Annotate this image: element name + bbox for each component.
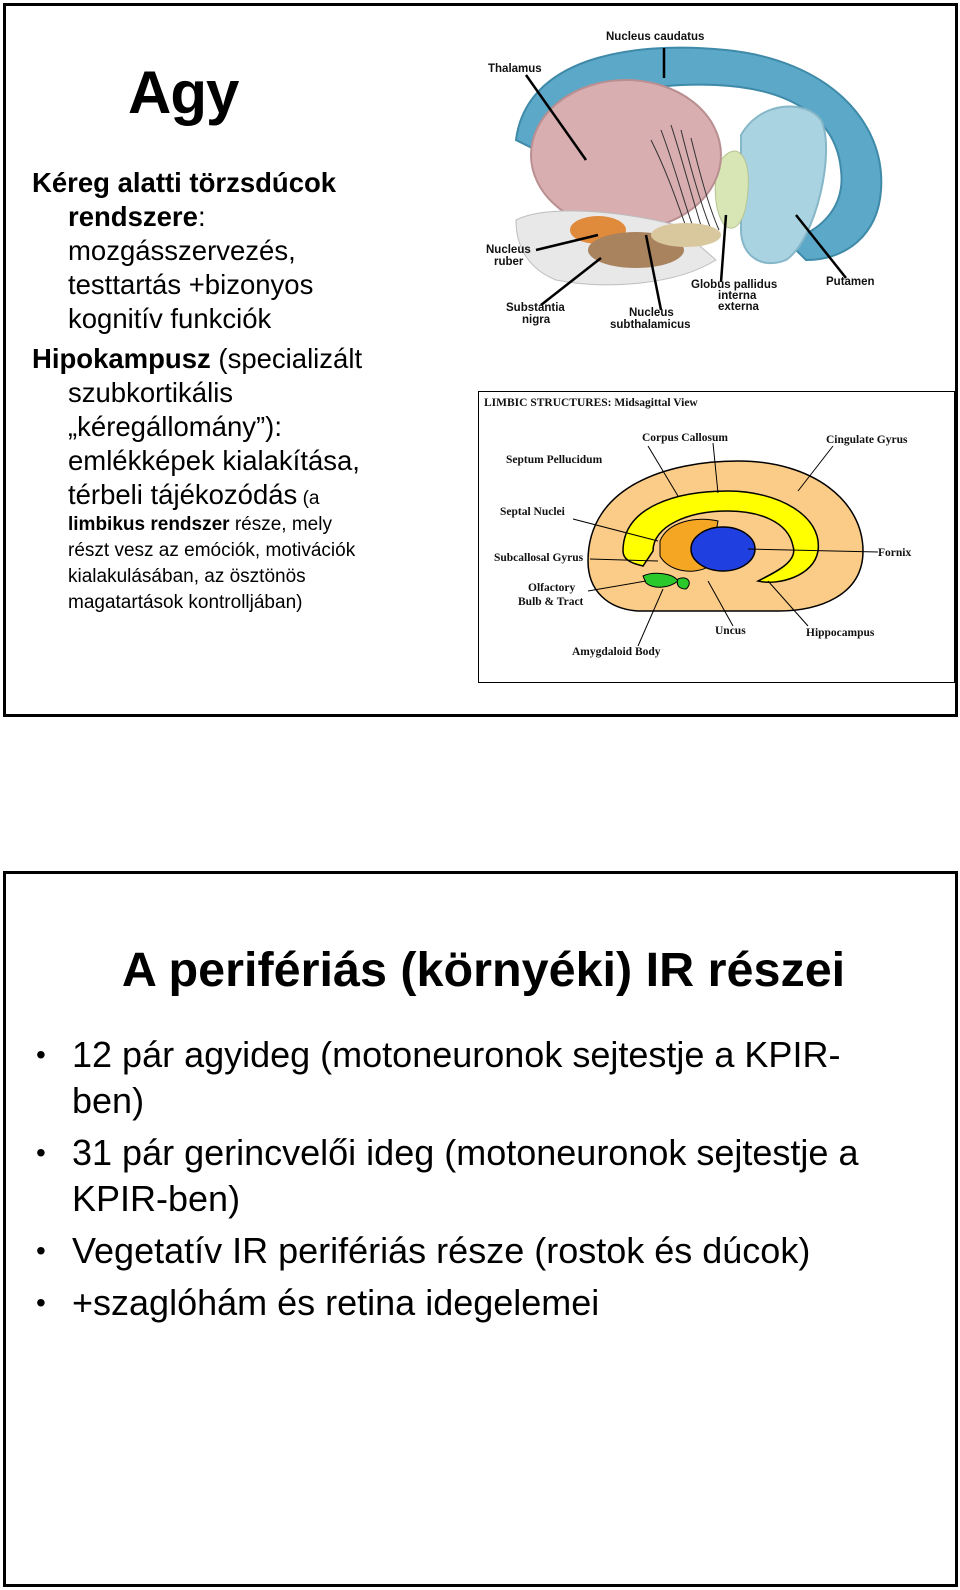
label-uncus: Uncus: [715, 625, 746, 637]
text-line: részt vesz az emóciók, motivációk: [68, 540, 356, 561]
list-item: [36, 1280, 936, 1326]
slide-agy: [3, 3, 958, 717]
label-putamen: Putamen: [826, 276, 875, 288]
text-span: (specializált: [210, 343, 363, 374]
list-item: [36, 1228, 936, 1274]
slide-peripheral-nervous-system: [3, 871, 958, 1587]
text-line: kognitív funkciók: [68, 303, 272, 334]
label-olfactory: Bulb & Tract: [518, 596, 584, 608]
label-substantia-nigra: nigra: [522, 314, 551, 326]
paragraph-basal-ganglia: [32, 166, 472, 336]
text-span: (a: [297, 488, 320, 509]
label-nucleus-caudatus: Nucleus caudatus: [606, 31, 705, 43]
text-line: testtartás +bizonyos: [68, 269, 314, 300]
label-substantia-nigra: Substantia: [506, 302, 565, 314]
label-nucleus-subthalamicus: subthalamicus: [610, 319, 691, 331]
label-subcallosal-gyrus: Subcallosal Gyrus: [494, 552, 584, 564]
label-globus-pallidus: externa: [718, 301, 759, 313]
text-line: magatartások kontrolljában): [68, 592, 303, 613]
term-rendszere: rendszere: [68, 201, 198, 232]
list-item-text: +szaglóhám és retina idegelemei: [72, 1282, 600, 1323]
label-olfactory: Olfactory: [528, 582, 576, 594]
term-basal-ganglia: Kéreg alatti törzsdúcok: [32, 167, 337, 198]
label-septum-pellucidum: Septum Pellucidum: [506, 454, 603, 466]
text-line: emlékképek kialakítása,: [68, 445, 360, 476]
paragraph-hippocampus: [32, 342, 472, 616]
text-span: térbeli tájékozódás: [68, 479, 298, 510]
text-line: szubkortikális: [68, 377, 234, 408]
slide-title: Agy: [128, 59, 239, 126]
label-nucleus-subthalamicus: Nucleus: [629, 307, 674, 319]
label-thalamus: Thalamus: [488, 63, 542, 75]
limbic-structures-figure: [478, 391, 955, 683]
label-globus-pallidus: interna: [718, 290, 757, 302]
basal-ganglia-figure: [486, 20, 916, 340]
term-limbic-system: limbikus rendszer: [68, 514, 230, 535]
label-hippocampus: Hippocampus: [806, 627, 875, 639]
text-line: kialakulásában, az ösztönös: [68, 566, 306, 587]
bullet-icon: •: [36, 1039, 46, 1070]
list-item-text: 31 pár gerincvelői ideg (motoneuronok sejtestje a: [72, 1132, 859, 1173]
figure-heading: LIMBIC STRUCTURES: Midsagittal View: [484, 397, 698, 409]
list-item: [36, 1130, 936, 1222]
slide-body-text: [32, 166, 472, 622]
bullet-list: [36, 1032, 936, 1332]
label-fornix: Fornix: [878, 547, 912, 559]
list-item: [36, 1032, 936, 1124]
list-item-text: 12 pár agyideg (motoneuronok sejtestje a KPIR-: [72, 1034, 841, 1075]
list-item-text: Vegetatív IR perifériás része (rostok és dúcok): [72, 1230, 811, 1271]
label-cingulate-gyrus: Cingulate Gyrus: [826, 434, 908, 446]
label-septal-nuclei: Septal Nuclei: [500, 506, 565, 518]
list-item-text: ben): [72, 1080, 145, 1121]
label-amygdaloid-body: Amygdaloid Body: [572, 646, 661, 658]
label-nucleus-ruber: ruber: [494, 256, 524, 268]
text-line: „kéregállomány”):: [68, 411, 282, 442]
bullet-icon: •: [36, 1137, 46, 1168]
slide-title: A perifériás (környéki) IR részei: [121, 943, 846, 997]
bullet-icon: •: [36, 1287, 46, 1318]
list-item-text: KPIR-ben): [72, 1178, 241, 1219]
colon: :: [197, 201, 206, 232]
text-span: része, mely: [229, 514, 332, 535]
label-globus-pallidus: Globus pallidus: [691, 279, 778, 291]
label-nucleus-ruber: Nucleus: [486, 244, 531, 256]
term-hippocampus: Hipokampusz: [32, 343, 211, 374]
bullet-icon: •: [36, 1235, 46, 1266]
text-line: mozgásszervezés,: [68, 235, 296, 266]
label-corpus-callosum: Corpus Callosum: [642, 432, 728, 444]
